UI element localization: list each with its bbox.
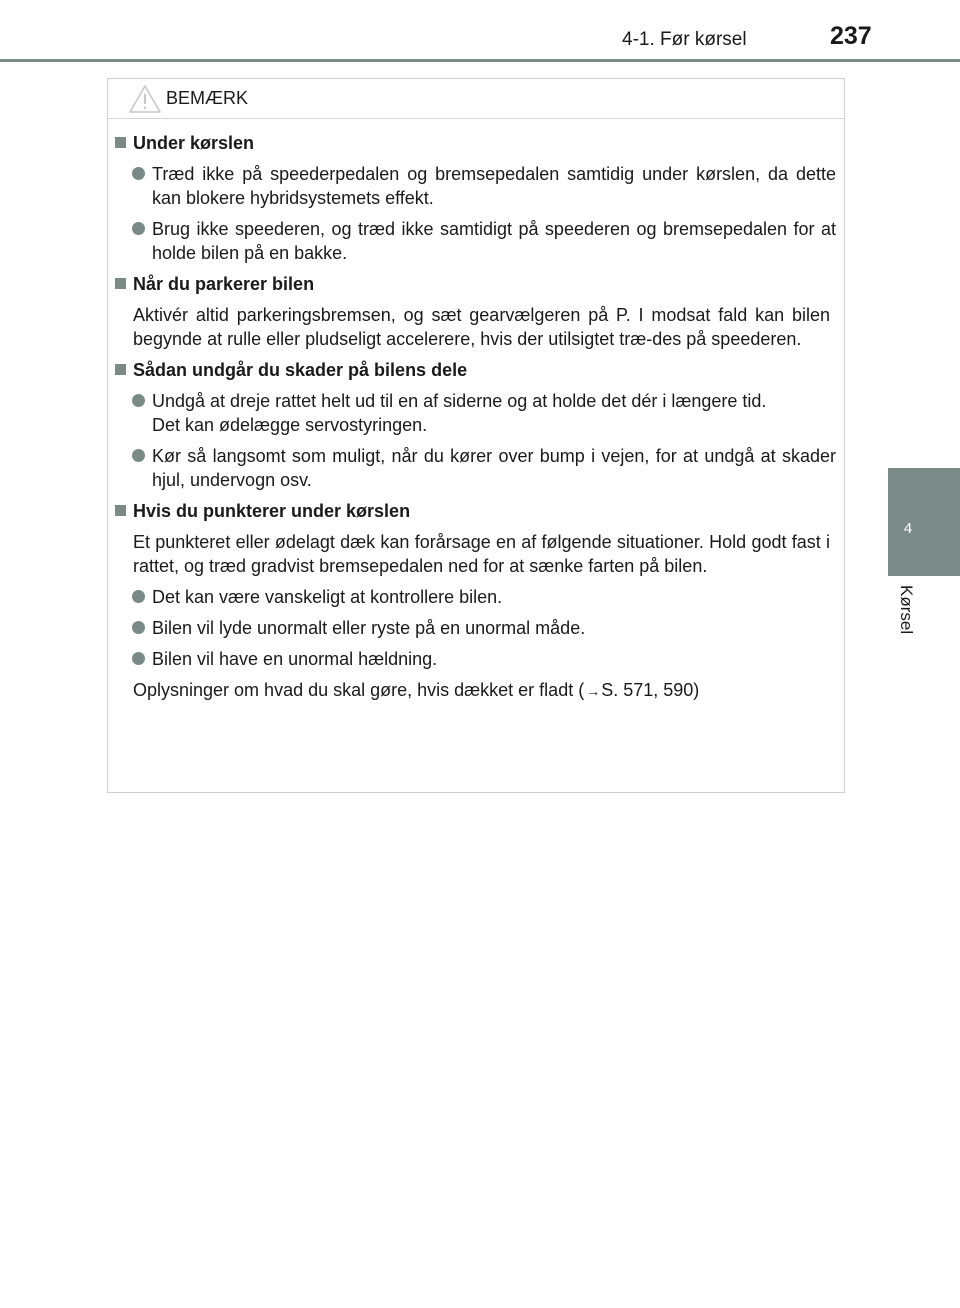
chapter-label-text: Kørsel	[897, 585, 916, 635]
section-paragraph: Aktivér altid parkeringsbremsen, og sæt gearvælgeren på P. I modsat fald kan bilen begynde at rulle eller pludseligt accelerere, hvis der utilsigtet træ-des på speederen.	[133, 305, 830, 349]
round-bullet-icon	[132, 167, 145, 180]
square-bullet-icon	[115, 137, 126, 148]
list-item: Træd ikke på speederpedalen og bremsepedalen samtidig under kørslen, da dette kan blokere hybridsystemets effekt.	[108, 162, 844, 210]
chapter-number: 4	[903, 520, 913, 537]
round-bullet-icon	[132, 590, 145, 603]
list-item: Undgå at dreje rattet helt ud til en af siderne og at holde det dér i længere tid. Det kan ødelægge servostyringen.	[108, 389, 844, 437]
list-item: Kør så langsomt som muligt, når du kører over bump i vejen, for at undgå at skader hjul, undervogn osv.	[108, 444, 844, 492]
list-item: Bilen vil have en unormal hældning.	[108, 647, 844, 671]
square-bullet-icon	[115, 278, 126, 289]
closing-reference: Oplysninger om hvad du skal gøre, hvis dækket er fladt ( →S. 571, 590)	[108, 678, 844, 703]
section-heading: Hvis du punkterer under kørslen	[133, 501, 411, 521]
section-heading: Når du parkerer bilen	[133, 274, 315, 294]
notice-body	[108, 131, 844, 710]
section-driving	[108, 131, 844, 265]
square-bullet-icon	[115, 505, 126, 516]
section-heading: Sådan undgår du skader på bilens dele	[133, 360, 468, 380]
arrow-right-icon: →	[586, 683, 601, 699]
list-item: Bilen vil lyde unormalt eller ryste på en unormal måde.	[108, 616, 844, 640]
section-title: 4-1. Før kørsel	[622, 29, 747, 50]
notice-title: BEMÆRK	[166, 88, 249, 108]
section-avoid-damage	[108, 358, 844, 492]
round-bullet-icon	[132, 621, 145, 634]
warning-triangle-icon	[128, 84, 162, 114]
notice-box	[107, 78, 845, 793]
list-item: Det kan være vanskeligt at kontrollere bilen.	[108, 585, 844, 609]
section-puncture	[108, 499, 844, 703]
header-divider	[0, 59, 960, 62]
page-reference-link[interactable]: S. 571, 590)	[601, 680, 700, 700]
section-paragraph: Et punkteret eller ødelagt dæk kan forårsage en af følgende situationer. Hold godt fast i rattet, og træd gradvist bremsepedalen ned for at sænke farten på bilen.	[133, 532, 830, 576]
chapter-label	[896, 585, 920, 645]
chapter-tab	[888, 468, 960, 576]
round-bullet-icon	[132, 222, 145, 235]
notice-header	[108, 79, 844, 119]
section-parking	[108, 272, 844, 351]
round-bullet-icon	[132, 652, 145, 665]
bullet-note: Det kan ødelægge servostyringen.	[152, 415, 428, 435]
round-bullet-icon	[132, 449, 145, 462]
list-item: Brug ikke speederen, og træd ikke samtidigt på speederen og bremsepedalen for at holde bilen på en bakke.	[108, 217, 844, 265]
page-number: 237	[830, 22, 872, 50]
square-bullet-icon	[115, 364, 126, 375]
page-header	[0, 0, 960, 64]
round-bullet-icon	[132, 394, 145, 407]
section-heading: Under kørslen	[133, 133, 255, 153]
